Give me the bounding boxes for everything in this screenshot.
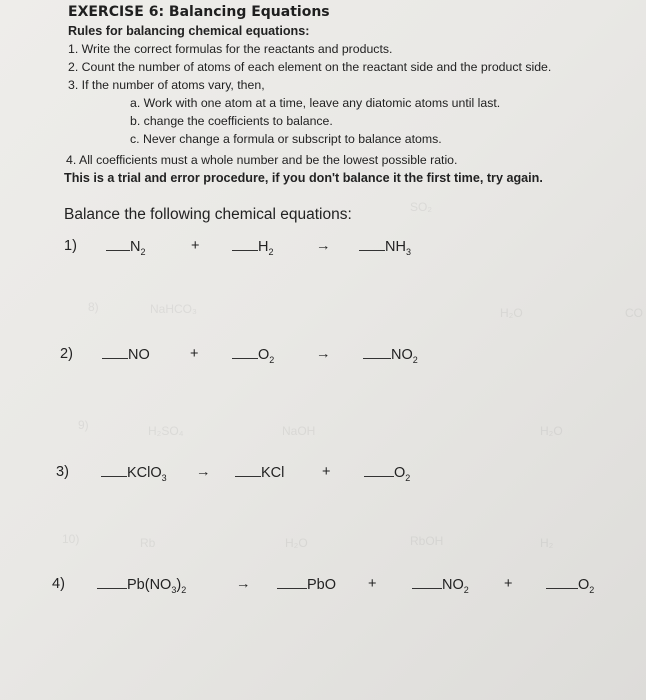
reactant-1: $N_2$ <box>106 238 146 255</box>
coefficient-blank[interactable] <box>102 346 128 359</box>
bleed-text: NaOH <box>282 424 316 438</box>
product-1: KCl <box>235 464 284 481</box>
coefficient-blank[interactable] <box>232 238 258 251</box>
plus-sign: + <box>322 464 331 480</box>
coefficient-blank[interactable] <box>235 464 261 477</box>
bleed-text: H₂SO₄ <box>148 424 184 438</box>
bleed-text: CO <box>625 306 643 320</box>
bleed-text: 8) <box>88 300 99 314</box>
bleed-text: H₂O <box>285 536 308 550</box>
bleed-text: SO₂ <box>410 200 432 214</box>
coefficient-blank[interactable] <box>232 346 258 359</box>
product-1: PbO <box>277 576 336 593</box>
bleed-text: RbOH <box>410 534 444 548</box>
coefficient-blank[interactable] <box>546 576 578 589</box>
reactant-1: KClO$_3$ <box>101 464 167 481</box>
bleed-text: Rb <box>140 536 156 550</box>
coefficient-blank[interactable] <box>363 346 391 359</box>
plus-sign: + <box>368 576 377 592</box>
bleed-text: 9) <box>78 418 89 432</box>
page-title: EXERCISE 6: Balancing Equations <box>68 4 330 20</box>
coefficient-blank[interactable] <box>101 464 127 477</box>
arrow: → <box>316 346 331 362</box>
eq-number: 1) <box>64 238 77 254</box>
reactant-1: NO <box>102 346 150 363</box>
rule-2: 2. Count the number of atoms of each element on the reactant side and the product side. <box>68 60 552 74</box>
arrow: → <box>236 576 251 592</box>
product-1: $NO_2$ <box>363 346 418 363</box>
eq-number: 3) <box>56 464 69 480</box>
bleed-text: H₂ <box>540 536 554 550</box>
eq-number: 2) <box>60 346 73 362</box>
rule-4: 4. All coefficients must a whole number and be the lowest possible ratio. <box>66 153 458 167</box>
eq-number: 4) <box>52 576 65 592</box>
rule-1: 1. Write the correct formulas for the reactants and products. <box>68 42 393 56</box>
arrow: → <box>196 464 211 480</box>
coefficient-blank[interactable] <box>277 576 307 589</box>
reactant-1: $Pb(NO_3)_2$ <box>97 576 186 593</box>
plus-sign: + <box>504 576 513 592</box>
rules-title: Rules for balancing chemical equations: <box>68 24 310 38</box>
coefficient-blank[interactable] <box>412 576 442 589</box>
product-3: $O_2$ <box>546 576 594 593</box>
coefficient-blank[interactable] <box>364 464 394 477</box>
rule-3: 3. If the number of atoms vary, then, <box>68 78 265 92</box>
trial-note: This is a trial and error procedure, if you don't balance it the first time, try again. <box>64 171 543 185</box>
reactant-2: $O_2$ <box>232 346 274 363</box>
subrule-a: a. Work with one atom at a time, leave any diatomic atoms until last. <box>130 96 501 110</box>
plus-sign: + <box>191 238 200 254</box>
coefficient-blank[interactable] <box>97 576 127 589</box>
subrule-c: c. Never change a formula or subscript to balance atoms. <box>130 132 442 146</box>
plus-sign: + <box>190 346 199 362</box>
bleed-text: H₂O <box>540 424 563 438</box>
coefficient-blank[interactable] <box>106 238 130 251</box>
product-2: $O_2$ <box>364 464 410 481</box>
product-2: $NO_2$ <box>412 576 469 593</box>
bleed-text: H₂O <box>500 306 523 320</box>
bleed-text: NaHCO₃ <box>150 302 197 316</box>
bleed-text: 10) <box>62 532 80 546</box>
subrule-b: b. change the coefficients to balance. <box>130 114 333 128</box>
product-1: $NH_3$ <box>359 238 411 255</box>
reactant-2: $H_2$ <box>232 238 274 255</box>
coefficient-blank[interactable] <box>359 238 385 251</box>
arrow: → <box>316 238 331 254</box>
prompt: Balance the following chemical equations: <box>64 206 352 223</box>
